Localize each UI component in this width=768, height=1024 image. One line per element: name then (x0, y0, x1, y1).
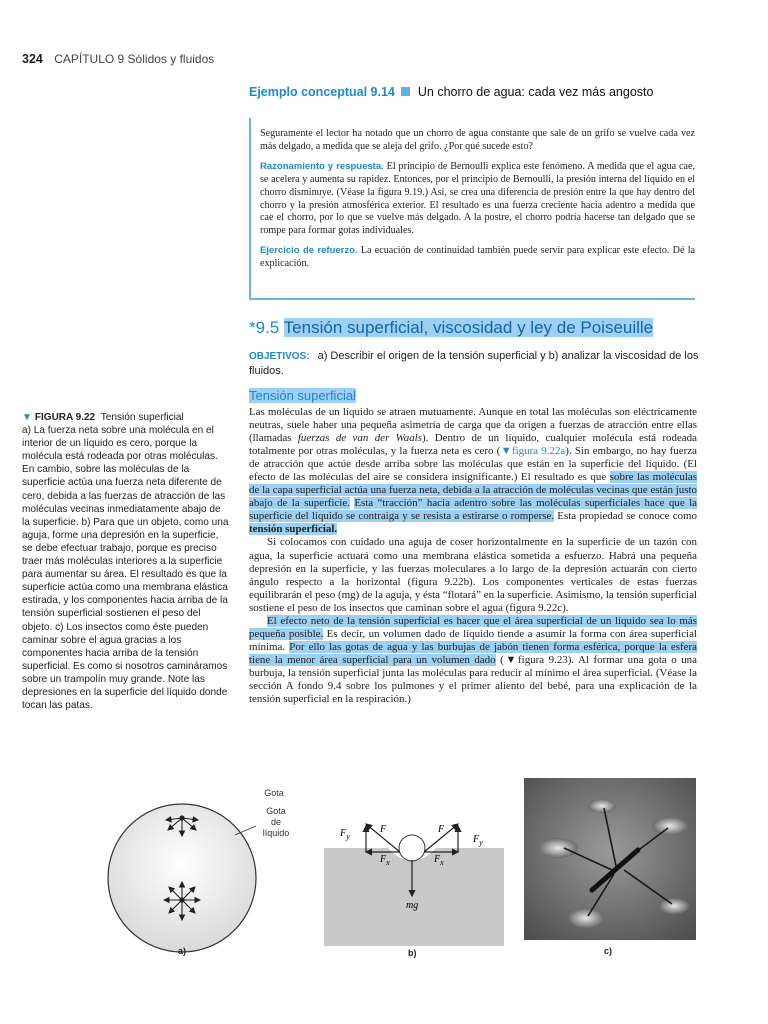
drop-label-line: de (270, 817, 281, 827)
paragraph-1 (249, 406, 697, 536)
example-title: Un chorro de agua: cada vez más angosto (417, 85, 654, 99)
fy-label-right: $F_y$ (473, 834, 483, 847)
example-label: Ejemplo conceptual 9.14 (249, 85, 395, 99)
reasoning-label: Razonamiento y respuesta. (260, 160, 384, 172)
example-reasoning-paragraph (260, 161, 695, 238)
highlight: Por ello las gotas de agua y las burbujas de jabón tienen forma esférica, porque la esfera tiene la menor área superficial para un volumen dado (249, 640, 697, 666)
paragraph-2: Si colocamos con cuidado una aguja de coser horizontalmente en la superficie de un tazón con agua, la superficie actuará como una membrana elástica sometida a esfuerzo. Habrá una pequeña depresión en la superficie, y las fuerzas moleculares a lo largo de la depresión actuarán con cierto ángulo respecto a la horizontal (figura 9.22b). Los componentes verticales de estas fuerzas equilibrarán el peso (mg) de la aguja, y ésta “flotará” en la superficie. Asimismo, la tensión superficial sostiene el peso de los insectos que caminan sobre el agua (figura 9.22c). (249, 536, 697, 614)
caption-a: a) La fuerza neta sobre una molécula en el interior de un líquido es cero, porque la molécula está rodeada por otras moléculas. En cambio, sobre las moléculas de la superficie actúa una fuerza neta diferente de cero, debida a las fuerzas de atracción de las moléculas vecinas inmediatamente abajo de la superficie. (22, 425, 226, 528)
objectives (249, 349, 699, 378)
figure-reference: (▼figura 9.23). (495, 653, 575, 666)
section-heading (249, 318, 653, 338)
example-exercise-paragraph (260, 245, 695, 271)
force-label-left: F (380, 824, 387, 835)
term-van-der-waals: fuerzas de van der Waals (297, 432, 422, 445)
subheading-text: Tensión superficial (249, 388, 356, 403)
drop-label-line: Gota (266, 806, 286, 816)
highlight: Esta “tracción” hacia adentro sobre las moléculas superficiales hace que la superficie del líquido se contraiga y se resista a estirarse o romperse. (249, 497, 697, 523)
example-box (249, 118, 695, 300)
drop-label (256, 806, 296, 839)
figure-b-needle (318, 800, 510, 950)
text-run: Al formar una gota o una burbuja, la tensión superficial junta las moléculas para reducir al mínimo el área superficial. (Véase la sección A fondo 9.4 sobre los pulmones y el primer aliento del bebé, para una explicación de la tensión superficial en la respiración.) (249, 653, 698, 706)
fy-label-left: $F_y$ (340, 828, 350, 841)
paragraph-3 (249, 615, 697, 706)
term-surface-tension: tensión superficial. (249, 523, 338, 536)
leg-dimple (568, 908, 604, 928)
objectives-text: a) Describir el origen de la tensión superficial y b) analizar la viscosidad de los fluidos. (249, 350, 699, 377)
leg-dimple (652, 817, 688, 835)
exercise-text: La ecuación de continuidad también puede servir para explicar este efecto. Dé la explicación. (260, 245, 695, 270)
figure-a-label: a) (178, 946, 187, 956)
figure-c-insect-photo (524, 778, 696, 940)
water-surface (324, 848, 504, 946)
page-header (22, 52, 214, 66)
drop-label-1: Gota (264, 788, 284, 798)
caption-b: b) Para que un objeto, como una aguja, forme una depresión en la superficie, se debe efectuar trabajo, porque es preciso traer más moléculas interiores a la superficie para aumentar su área. El resultado es que la superficie actúa como una membrana elástica estirada, y los componentes hacia arriba de la tensión superficial sostienen el peso del objeto. (22, 516, 229, 633)
leg-dimple (538, 838, 578, 858)
page-number: 324 (22, 52, 43, 66)
highlight: El efecto neto de la tensión superficial es hacer que el área superficial de un líquido sea lo más pequeña posible. (249, 614, 697, 640)
leg-dimple (588, 799, 616, 813)
figure-b-label: b) (408, 948, 417, 958)
force-label-right: F (438, 824, 445, 835)
square-bullet-icon (401, 87, 410, 96)
text-run: Esta propiedad se conoce como (554, 510, 697, 523)
exercise-label: Ejercicio de refuerzo. (260, 245, 358, 257)
body-text (249, 406, 697, 706)
figure-c-label: c) (604, 946, 613, 956)
figure-reference: ▼figura 9.22a (500, 445, 566, 458)
fx-label-left: $F_x$ (380, 854, 390, 867)
text-run: Es decir, un volumen dado de líquido tiende a asumir la forma con área superficial mínima. (249, 627, 697, 653)
section-title: Tensión superficial, viscosidad y ley de Poiseuille (283, 318, 654, 337)
example-heading (249, 85, 709, 100)
subheading (249, 388, 356, 403)
fx-label-right: $F_x$ (434, 854, 444, 867)
figure-caption (22, 411, 230, 712)
text-run: ). Dentro de un líquido, cualquier molécula está rodeada totalmente por otras moléculas, y la fuerza neta es cero ( (249, 432, 697, 458)
figure-label: FIGURA 9.22 (34, 412, 96, 423)
leg-dimple (659, 898, 689, 914)
surface-molecule (179, 815, 184, 820)
objectives-label: OBJETIVOS: (249, 351, 310, 362)
weight-label: mg (406, 900, 419, 911)
drop-label-line: líquido (262, 828, 290, 838)
figure-title: Tensión superficial (100, 412, 184, 423)
needle-cross-section (399, 835, 425, 861)
chapter-title: CAPÍTULO 9 Sólidos y fluidos (54, 52, 215, 66)
reasoning-text: El principio de Bernoulli explica este fenómeno. A medida que el agua cae, se acelera y aumenta su rapidez. Entonces, por el principio de Bernoulli, la presión interna del líquido en el chorro disminuye. (Véase la figura 9.19.) Así, se crea una diferencia de presión entre la que hay dentro del chorro y la presión atmosférica exterior. El resultado es una fuerza creciente hacia adentro a medida que cae el chorro, por lo que se vuelve más delgado. A la postre, el chorro podría hacerse tan delgado que se rompe para formar gotas individuales. (260, 160, 695, 237)
triangle-down-icon: ▼ (22, 412, 32, 423)
text-run: Las moléculas de un líquido se atraen mutuamente. Aunque en total las moléculas son eléctricamente neutras, suele haber una pequeña asimetría de carga que da origen a fuerzas de atracción entre ellas (llamadas (249, 406, 697, 445)
section-number: *9.5 (249, 318, 280, 337)
interior-molecule (179, 897, 184, 902)
text-run: ). Sin embargo, no hay fuerza de atracción que actúe desde arriba sobre las moléculas que están en la superficie del líquido. (El efecto de las moléculas del aire se considera insignificante.) El resultado es que (249, 445, 697, 484)
caption-c: c) Los insectos como éste pueden caminar sobre el agua gracias a los componentes hacia arriba de la tensión superficial. Es como si nosotros camináramos sobre un trampolín muy grande. Note las depresiones en la superficie del líquido donde tocan las patas. (22, 621, 228, 712)
example-question: Seguramente el lector ha notado que un chorro de agua constante que sale de un grifo se vuelve cada vez más delgado, a medida que se aleja del grifo. ¿Por qué sucede esto? (260, 128, 695, 152)
highlight: sobre las moléculas de la capa superficial actúa una fuerza neta, debida a la atracción de moléculas vecinas que están justo abajo de la superficie. (249, 471, 697, 510)
